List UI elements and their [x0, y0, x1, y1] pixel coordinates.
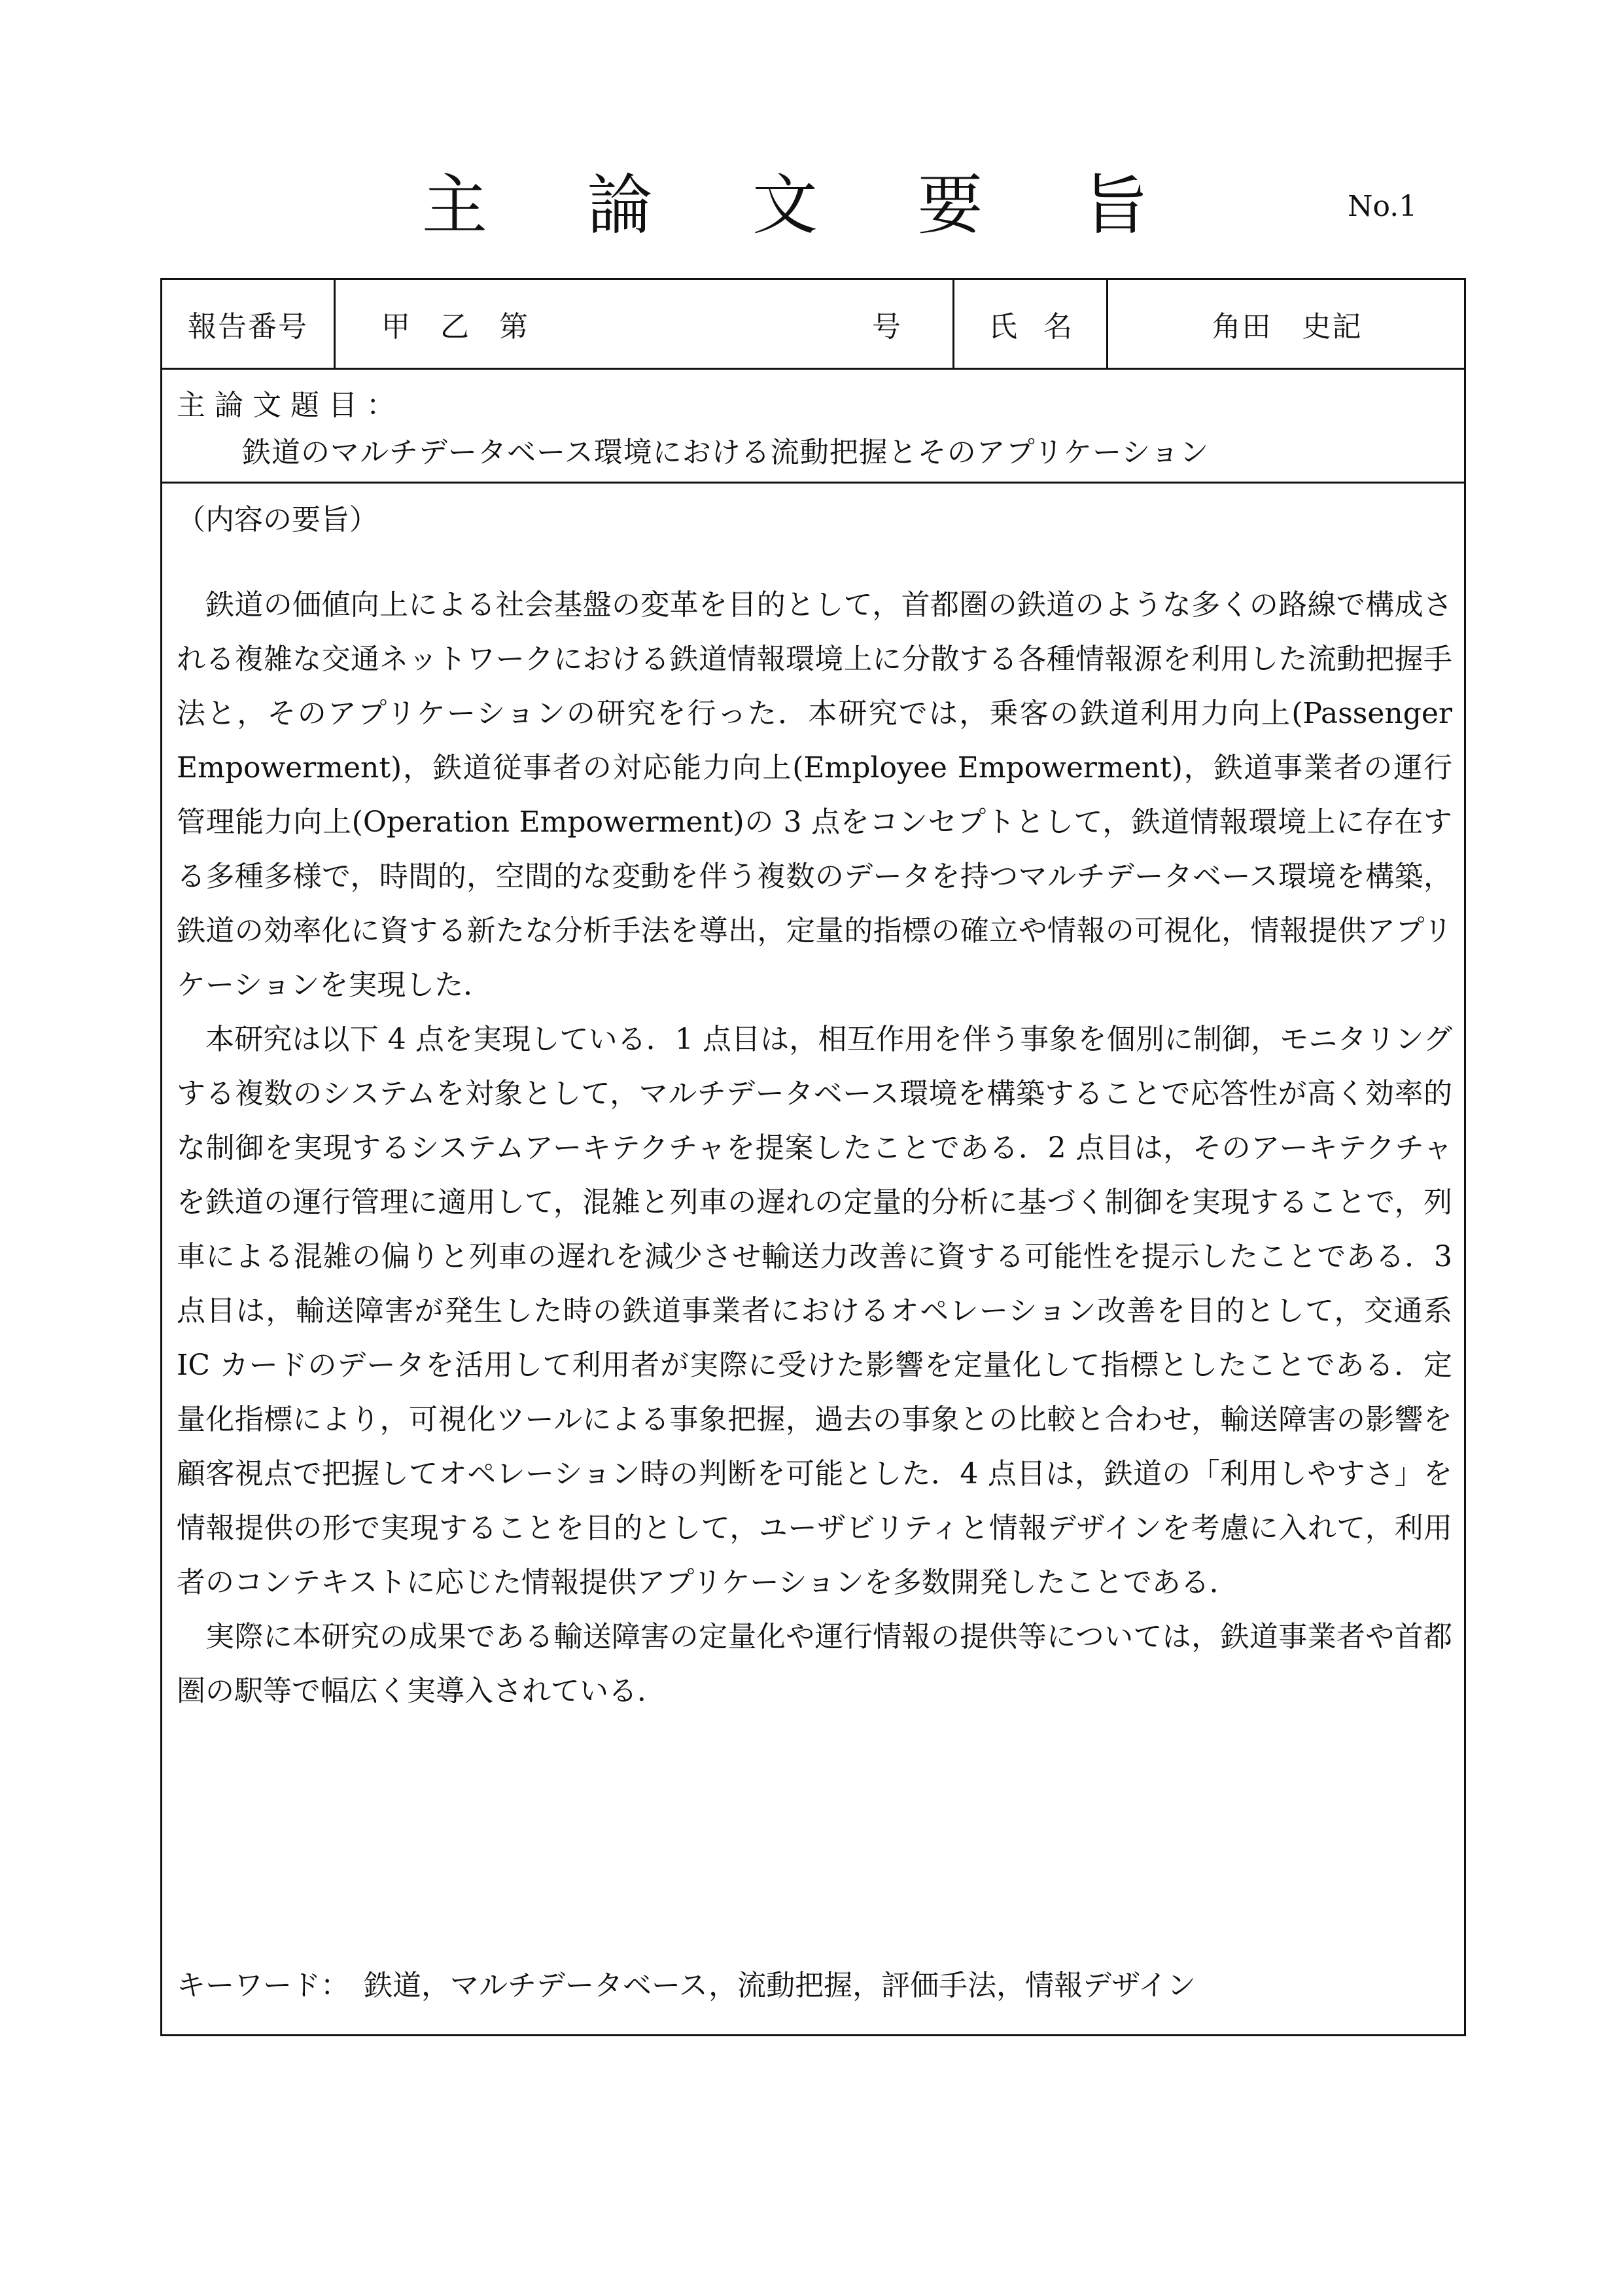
name-label-char: 名 — [1043, 310, 1072, 344]
keywords — [177, 1962, 1196, 2004]
abstract-paragraph: 実際に本研究の成果である輸送障害の定量化や運行情報の提供等については，鉄道事業者や首都圏の駅等で幅広く実導入されている． — [177, 1620, 1452, 1708]
author-name: 角田 史記 — [1212, 310, 1363, 344]
report-number-kou: 甲 — [381, 310, 410, 344]
keywords-label: キーワード： — [177, 1969, 349, 2002]
report-number-field — [336, 280, 952, 368]
abstract-paragraph: 鉄道の価値向上による社会基盤の変革を目的として，首都圏の鉄道のような多くの路線で構成される複雑な交通ネットワークにおける鉄道情報環境上に分散する各種情報源を利用した流動把握手法と，そのアプリケーションの研究を行った．本研究では，乗客の鉄道利用力向上(Passenger Empowerment)，鉄道従事者の対応能力向上(Employee Empowerment)，鉄道事業者の運行管理能力向上(Operation Empowerment)の 3 点をコンセプトとして，鉄道情報環境上に存在する多種多様で，時間的，空間的な変動を伴う複数のデータを持つマルチデータベース環境を構築，鉄道の効率化に資する新たな分析手法を導出，定量的指標の確立や情報の可視化，情報提供アプリケーションを実現した． — [177, 588, 1452, 1002]
report-number-gou: 号 — [872, 310, 901, 344]
header-row — [162, 280, 1464, 370]
abstract-body — [177, 578, 1452, 1718]
title-char: 論 — [587, 167, 653, 243]
title-char: 文 — [752, 167, 818, 243]
report-number-otsu: 乙 — [440, 310, 469, 344]
document-title — [419, 157, 1151, 242]
abstract-form — [160, 278, 1466, 2036]
thesis-title: 鉄道のマルチデータベース環境における流動把握とそのアプリケーション — [242, 436, 1210, 469]
thesis-title-row — [162, 370, 1464, 484]
document-number: No.1 — [1348, 190, 1418, 223]
name-label-char: 氏 — [988, 310, 1017, 344]
title-char: 要 — [917, 167, 983, 243]
thesis-title-label: 主論文題目： — [177, 389, 404, 422]
content-label: （内容の要旨） — [177, 503, 378, 537]
name-label — [954, 280, 1106, 368]
report-number-dai: 第 — [499, 310, 528, 344]
keywords-list: 鉄道，マルチデータベース，流動把握，評価手法，情報デザイン — [364, 1969, 1196, 2002]
report-number-label: 報告番号 — [188, 310, 308, 344]
title-char: 旨 — [1083, 167, 1148, 243]
abstract-paragraph: 本研究は以下 4 点を実現している．1 点目は，相互作用を伴う事象を個別に制御，モニタリングする複数のシステムを対象として，マルチデータベース環境を構築することで応答性が高く効率的な制御を実現するシステムアーキテクチャを提案したことである．2 点目は，そのアーキテクチャを鉄道の運行管理に適用して，混雑と列車の遅れの定量的分析に基づく制御を実現することで，列車による混雑の偏りと列車の遅れを減少させ輸送力改善に資する可能性を提示したことである．3 点目は，輸送障害が発生した時の鉄道事業者におけるオペレーション改善を目的として，交通系 IC カードのデータを活用して利用者が実際に受けた影響を定量化して指標としたことである．定量化指標により，可視化ツールによる事象把握，過去の事象との比較と合わせ，輸送障害の影響を顧客視点で把握してオペレーション時の判断を可能とした．4 点目は，鉄道の「利用しやすさ」を情報提供の形で実現することを目的として，ユーザビリティと情報デザインを考慮に入れて，利用者のコンテキストに応じた情報提供アプリケーションを多数開発したことである． — [177, 1023, 1452, 1599]
title-char: 主 — [422, 167, 487, 243]
